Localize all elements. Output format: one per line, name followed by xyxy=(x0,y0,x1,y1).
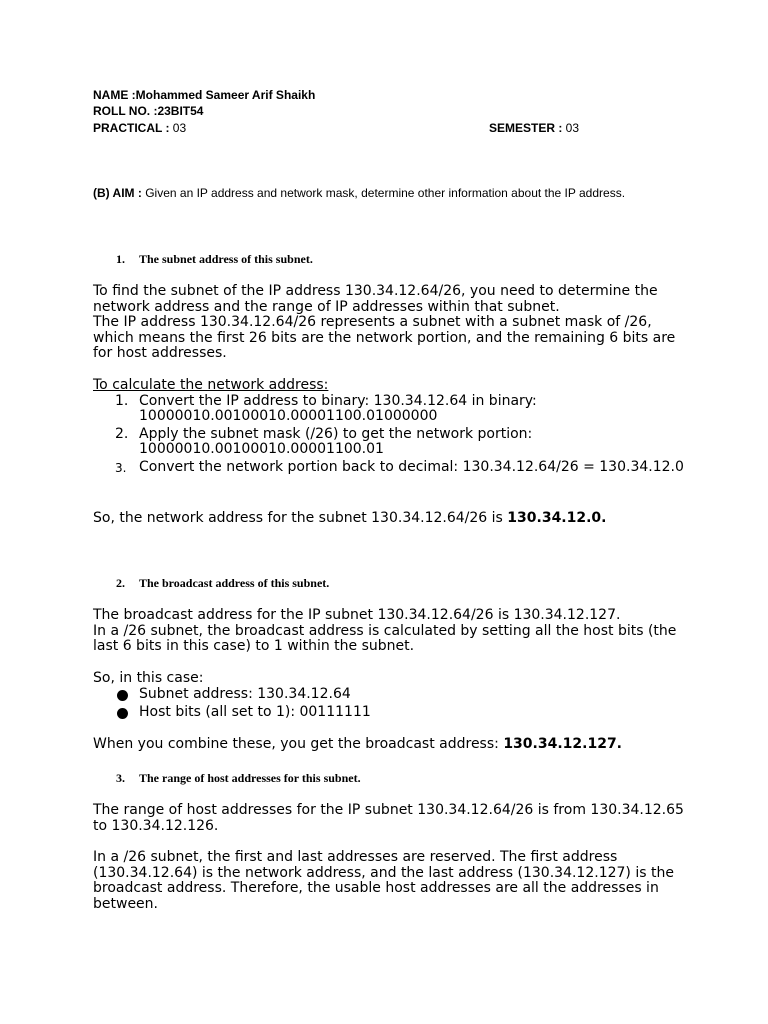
calc-heading: To calculate the network address: xyxy=(93,377,329,393)
roll-label: ROLL NO. : xyxy=(93,104,158,118)
student-name-line xyxy=(93,88,315,102)
section-3-number: 3. xyxy=(116,771,125,785)
bullet-text: Host bits (all set to 1): 00111111 xyxy=(139,704,371,720)
roll-number-line xyxy=(93,104,203,118)
host-range-paragraph xyxy=(93,803,693,834)
broadcast-bullets xyxy=(93,687,693,721)
reserved-addresses-paragraph xyxy=(93,850,693,912)
semester-label: SEMESTER : xyxy=(489,121,563,135)
network-address-conclusion xyxy=(93,511,693,527)
section-1-number: 1. xyxy=(116,252,125,266)
section-3-para-2: In a /26 subnet, the first and last addresses are reserved. The first address (130.34.12.64) is the network address, and the last address (130.34.12.127) is the broadcast address. Therefore, the usable host addresses are all the addresses in between. xyxy=(93,849,674,912)
aim-label: (B) AIM : xyxy=(93,186,142,200)
bullet-icon xyxy=(117,708,128,719)
list-item xyxy=(93,394,693,425)
step-text: Apply the subnet mask (/26) to get the network portion: 10000010.00100010.00001100.01 xyxy=(139,425,533,457)
practical-label: PRACTICAL : xyxy=(93,121,170,135)
practical-line xyxy=(93,121,186,135)
conclusion-text: So, the network address for the subnet 130.34.12.64/26 is xyxy=(93,510,508,526)
section-2-para-1: The broadcast address for the IP subnet 130.34.12.64/26 is 130.34.12.127. xyxy=(93,607,621,623)
section-1-intro-2: The IP address 130.34.12.64/26 represents a subnet with a subnet mask of /26, which means the first 26 bits are the network portion, and the remaining 6 bits are for host addresses. xyxy=(93,314,676,361)
case-intro: So, in this case: xyxy=(93,670,204,686)
section-2-title: The broadcast address of this subnet. xyxy=(139,576,330,590)
step-number: 1. xyxy=(115,392,129,409)
broadcast-conclusion xyxy=(93,737,693,753)
step-number: 2. xyxy=(115,425,129,442)
calc-steps-list xyxy=(93,394,693,476)
section-3-title: The range of host addresses for this subnet. xyxy=(139,771,361,785)
broadcast-case-block xyxy=(93,671,693,724)
conclusion-text: When you combine these, you get the broadcast address: xyxy=(93,736,504,752)
aim-statement xyxy=(93,186,733,200)
step-text: Convert the network portion back to decimal: 130.34.12.64/26 = 130.34.12.0 xyxy=(139,458,684,475)
section-1-intro-1: To find the subnet of the IP address 130.34.12.64/26, you need to determine the network address and the range of IP addresses within that subnet. xyxy=(93,283,658,315)
bullet-icon xyxy=(117,690,128,701)
section-2-number: 2. xyxy=(116,576,125,590)
section-3-heading xyxy=(116,771,361,786)
list-item xyxy=(93,460,693,476)
broadcast-address-value: 130.34.12.127. xyxy=(503,736,622,752)
section-1-title: The subnet address of this subnet. xyxy=(139,252,313,266)
roll-value: 23BIT54 xyxy=(157,104,204,118)
section-2-intro xyxy=(93,608,693,655)
section-2-heading xyxy=(116,576,329,591)
list-item xyxy=(93,705,693,721)
section-2-para-2: In a /26 subnet, the broadcast address is calculated by setting all the host bits (the last 6 bits in this case) to 1 within the subnet. xyxy=(93,622,677,654)
section-3-para-1: The range of host addresses for the IP subnet 130.34.12.64/26 is from 130.34.12.65 to 130.34.12.126. xyxy=(93,802,684,834)
practical-value: 03 xyxy=(169,121,187,135)
name-value: Mohammed Sameer Arif Shaikh xyxy=(135,88,316,102)
semester-value: 03 xyxy=(562,121,580,135)
list-item xyxy=(93,687,693,703)
section-1-heading xyxy=(116,252,313,267)
network-calc-block xyxy=(93,378,693,477)
step-number: 3. xyxy=(115,460,127,475)
section-1-intro xyxy=(93,284,693,362)
name-label: NAME : xyxy=(93,88,136,102)
network-address-value: 130.34.12.0. xyxy=(507,510,607,526)
list-item xyxy=(93,427,693,458)
step-text: Convert the IP address to binary: 130.34.12.64 in binary: 10000010.00100010.00001100.01000000 xyxy=(139,392,537,424)
bullet-text: Subnet address: 130.34.12.64 xyxy=(139,685,351,702)
aim-text: Given an IP address and network mask, determine other information about the IP address. xyxy=(141,186,626,200)
semester-line xyxy=(489,121,579,135)
